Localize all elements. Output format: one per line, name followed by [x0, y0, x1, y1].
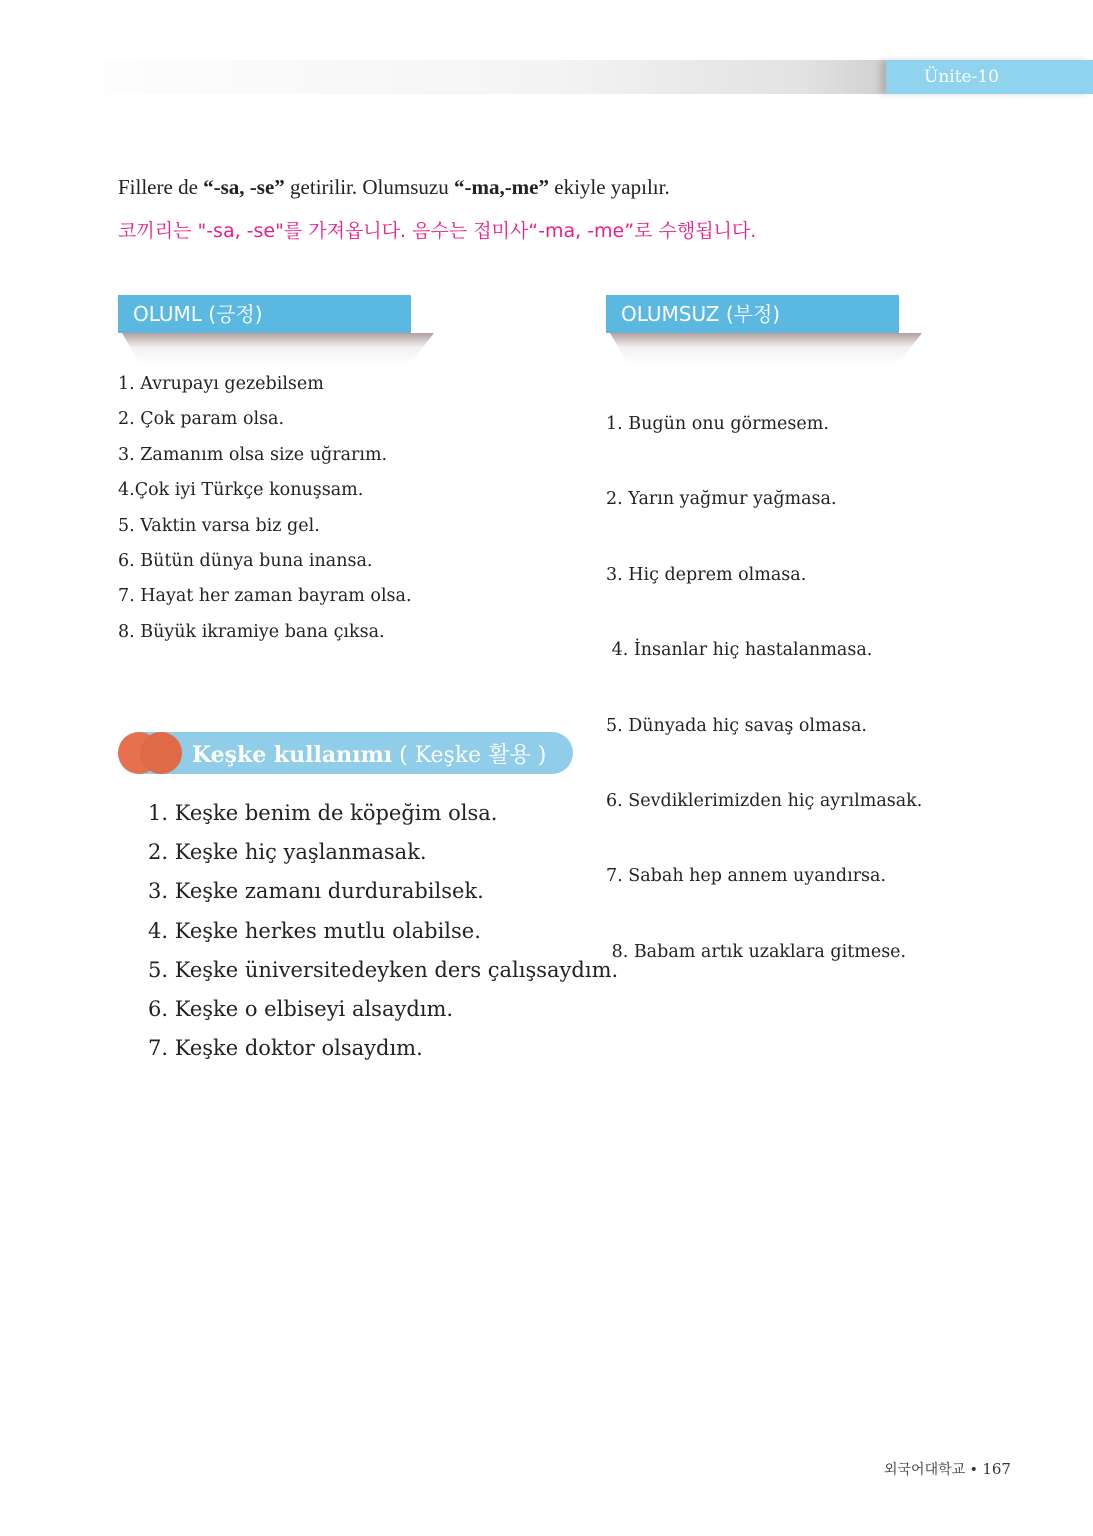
list-item: 8. Babam artık uzaklara gitmese. [606, 941, 907, 962]
intro-text-1: Fillere de [118, 175, 204, 199]
list-item: 1. Bugün onu görmesem. [606, 414, 829, 434]
unit-tab [886, 60, 1093, 94]
list-item: 3. Keşke zamanı durdurabilsek. [148, 879, 484, 904]
list-item: 2. Keşke hiç yaşlanmasak. [148, 840, 427, 865]
list-item: 8. Büyük ikramiye bana çıksa. [118, 621, 385, 642]
list-item: 4. Keşke herkes mutlu olabilse. [148, 918, 481, 943]
list-item: 6. Bütün dünya buna inansa. [118, 550, 373, 571]
intro-suffix-sa-se: “-sa, -se” [203, 175, 285, 199]
positive-heading: OLUML (긍정) [118, 295, 411, 333]
list-item: 7. Hayat her zaman bayram olsa. [118, 586, 412, 607]
list-item: 7. Keşke doktor olsaydım. [148, 1036, 423, 1061]
negative-heading-shadow [610, 333, 922, 365]
negative-list [606, 371, 922, 994]
list-item: 1. Avrupayı gezebilsem [118, 374, 324, 394]
list-item: 4.Çok iyi Türkçe konuşsam. [118, 480, 364, 501]
list-item: 5. Dünyada hiç savaş olmasa. [606, 715, 867, 736]
keske-title [192, 738, 546, 769]
intro-turkish [118, 175, 1018, 200]
intro-korean: 코끼리는 "-sa, -se"를 가져옵니다. 음수는 접미사“-ma, -me”로 수행됩니다. [118, 220, 757, 242]
keske-title-bold: Keşke kullanımı [192, 742, 393, 768]
list-item: 2. Yarın yağmur yağmasa. [606, 489, 837, 510]
intro-text-2: getirilir. Olumsuzu [284, 175, 454, 199]
intro-suffix-ma-me: “-ma,-me” [453, 175, 549, 199]
keske-section-heading [118, 732, 573, 774]
list-item: 4. İnsanlar hiç hastalanmasa. [606, 640, 873, 661]
list-item: 3. Zamanım olsa size uğrarım. [118, 444, 388, 465]
keske-title-rest: ( Keşke 활용 ) [392, 743, 547, 768]
negative-heading: OLUMSUZ (부정) [606, 295, 899, 333]
unit-label: Ünite-10 [924, 67, 999, 87]
publisher-name: 외국어대학교 [884, 1462, 966, 1478]
page-footer [884, 1459, 1011, 1479]
list-item: 5. Keşke üniversitedeyken ders çalışsaydım. [148, 957, 619, 982]
list-item: 5. Vaktin varsa biz gel. [118, 515, 320, 536]
list-item: 1. Keşke benim de köpeğim olsa. [148, 801, 498, 825]
intro-text-3: ekiyle yapılır. [549, 175, 670, 199]
positive-heading-shadow [122, 333, 434, 365]
header-bar [30, 60, 890, 94]
footer-separator: • [965, 1462, 983, 1478]
bullet-circle-icon [140, 732, 182, 774]
page-number: 167 [982, 1460, 1011, 1478]
list-item: 3. Hiç deprem olmasa. [606, 564, 807, 585]
list-item: 6. Sevdiklerimizden hiç ayrılmasak. [606, 790, 923, 811]
list-item: 2. Çok param olsa. [118, 409, 285, 430]
positive-list [118, 371, 412, 654]
keske-list [148, 798, 618, 1072]
list-item: 7. Sabah hep annem uyandırsa. [606, 866, 887, 887]
list-item: 6. Keşke o elbiseyi alsaydım. [148, 996, 454, 1021]
